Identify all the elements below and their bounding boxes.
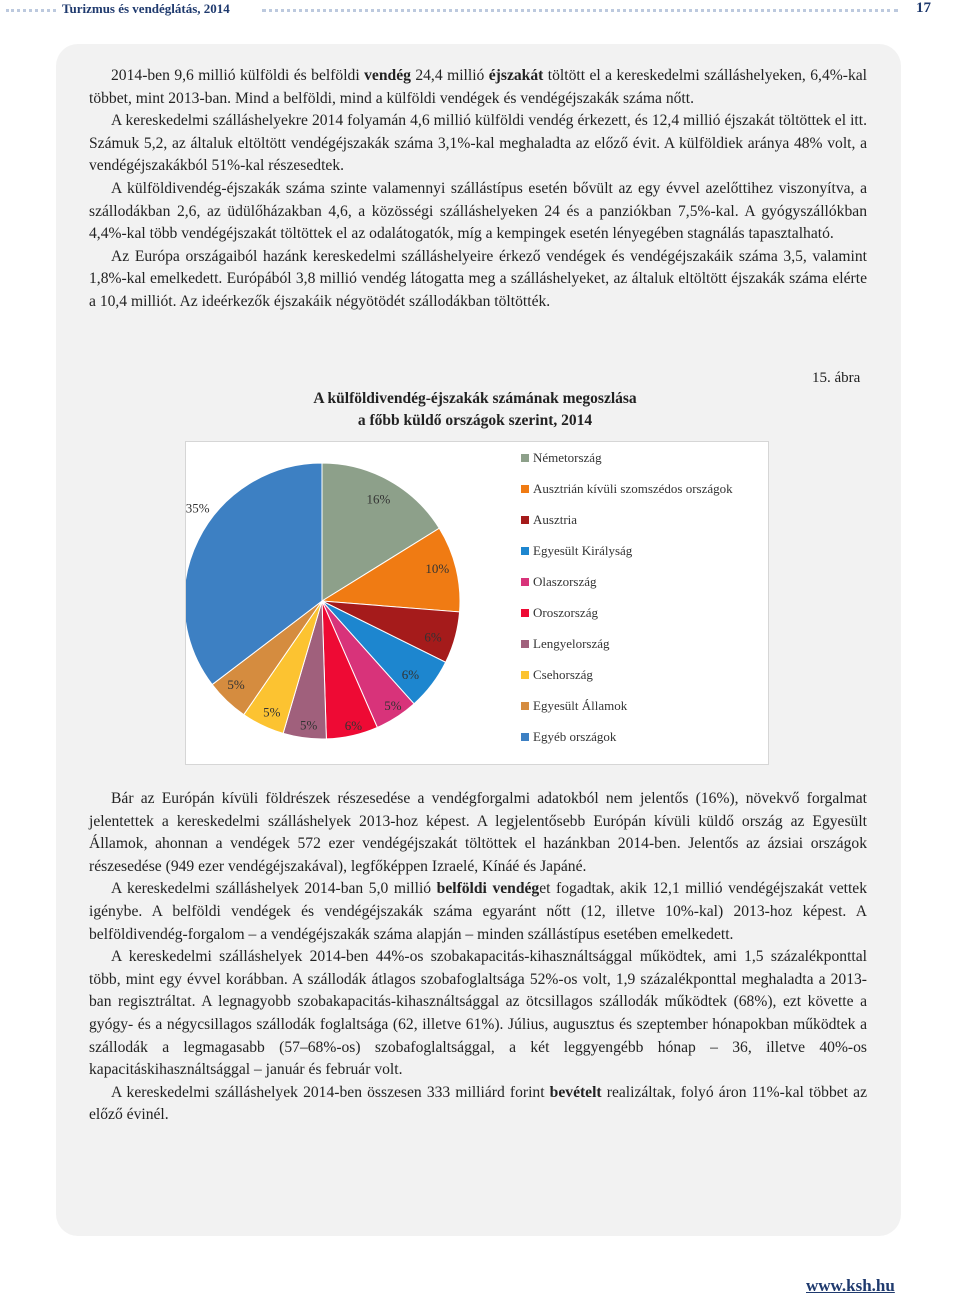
pie-chart-frame	[185, 441, 769, 765]
paragraph	[89, 246, 867, 314]
legend-label: Egyesült Államok	[533, 698, 628, 713]
legend-label: Olaszország	[533, 574, 597, 589]
legend-swatch	[521, 547, 529, 555]
text-run: A külföldivendég-éjszakák száma szinte valamennyi szállástípus esetén bővült az egy évvel azelőttihez viszonyítva, a szállodákban 2,6, az üdülőházakban 4,6, a közösségi szálláshelyeken 24 és a panziókban 7,5%-kal. A gyógyszállókban 4,4%-kal több vendégéjszakát töltöttek el az odalátogatók, míg a kempingek esetén lényegében stagnálás tapasztalható.	[89, 179, 867, 243]
text-run: et fogadtak, akik 12,1 millió vendégéjszakát vettek igénybe. A belföldi vendégek és vendégéjszakák száma egyaránt nőtt (12, illetve 10%-kal) 2013-hoz képest. A belföldivendég-forgalom – a vendégéjszakák száma alapján – minden szállástípus esetében emelkedett.	[89, 880, 868, 943]
body-text-top	[89, 65, 867, 314]
text-run: töltött el a kereskedelmi szálláshelyeken, 6,4%-kal többet, mint 2013-ban. Mind a belföldi, mind a külföldi vendégek és vendégéjszakák száma nőtt.	[89, 67, 867, 107]
legend-swatch	[521, 609, 529, 617]
paragraph	[89, 788, 867, 878]
pie-slice-label: 35%	[186, 500, 210, 516]
body-text-bottom	[89, 788, 867, 1127]
bold-term: éjszakát	[488, 67, 544, 84]
paragraph	[89, 946, 867, 1082]
legend-swatch	[521, 702, 529, 710]
pie-slice-label: 6%	[401, 666, 420, 682]
legend-label: Ausztrián kívüli szomszédos országok	[533, 481, 733, 496]
legend-swatch	[521, 733, 529, 741]
pie-slice-label: 16%	[366, 491, 391, 507]
legend-swatch	[521, 578, 529, 586]
paragraph	[89, 878, 867, 946]
text-run: A kereskedelmi szálláshelyekre 2014 folyamán 4,6 millió külföldi vendég érkezett, és 12,4 millió éjszakát töltöttek el itt. Számuk 5,2, az általuk eltöltött vendégéjszakák száma 3,1%-kal meghaladta az előző évit. A külföldiek aránya 48% volt, a vendégéjszakákból 51%-kal részesedtek.	[89, 112, 867, 175]
figure-label: 15. ábra	[812, 370, 861, 386]
pie-slice-label: 5%	[227, 676, 245, 692]
text-run: Bár az Európán kívüli földrészek részesedése a vendégforgalmi adatokból nem jelentős (16%), növekvő forgalmat jelentettek a kereskedelmi szálláshelyek 2013-hoz képest. A legjelentősebb Európán kívüli küldő ország az Egyesült Államok, ahonnan a vendégek 572 ezer vendégéjszakát töltöttek el hazánkban 2014-ben. Jelentős az ázsiai országok részesedése (949 ezer vendégéjszakával), legfőképpen Izraelé, Kínáé és Japáné.	[89, 790, 867, 875]
legend-swatch	[521, 454, 529, 462]
page-number: 17	[916, 0, 931, 16]
text-run: 2014-ben 9,6 millió külföldi és belföldi	[111, 67, 365, 84]
page-header	[0, 0, 960, 22]
ksh-website-link[interactable]: www.ksh.hu	[806, 1276, 895, 1295]
legend-label: Egyéb országok	[533, 729, 617, 744]
text-run: realizáltak, folyó áron 11%-kal többet az előző évinél.	[89, 1083, 867, 1124]
paragraph	[89, 110, 867, 178]
legend-label: Egyesült Királyság	[533, 543, 633, 558]
legend-label: Oroszország	[533, 605, 598, 620]
bold-term: bevételt	[549, 1083, 602, 1101]
text-run: A kereskedelmi szálláshelyek 2014-ben összesen 333 milliárd forint	[111, 1083, 550, 1101]
legend-swatch	[521, 671, 529, 679]
paragraph	[89, 1082, 867, 1127]
chart-title-line1: A külföldivendég-éjszakák számának megoszlása	[313, 390, 637, 407]
legend-swatch	[521, 485, 529, 493]
text-run: Az Európa országaiból hazánk kereskedelmi szálláshelyeire érkező vendégek és vendégéjszakáik száma 3,5, valamint 1,8%-kal emelkedett. Európából 3,8 millió vendég látogatta meg a szálláshelyeket, az általuk eltöltött éjszakák száma elérte a 10,4 milliót. Az ideérkezők éjszakáik négyötödét szállodákban töltötték.	[89, 247, 867, 310]
pie-slice-label: 5%	[299, 717, 318, 733]
legend-label: Csehország	[533, 667, 593, 682]
legend-swatch	[521, 516, 529, 524]
pie-slice-label: 6%	[424, 629, 442, 645]
pie-slice-label: 6%	[344, 718, 363, 734]
pie-slice-label: 10%	[425, 561, 450, 577]
text-run: A kereskedelmi szálláshelyek 2014-ben 44%-os szobakapacitás-kihasználtsággal működtek, ami 1,5 százalékponttal több, mint egy évvel korábban. A szállodák átlagos szobafoglaltsága 52%-os volt, 1,9 százalékponttal meghaladta a 2013-ban regisztráltat. A legnagyobb szobakapacitás-kihasználtsággal az ötcsillagos szállodák működtek (68%), ezt követte a gyógy- és a négycsillagos szállodák foglaltsága (62, illetve 61%). Július, augusztus és szeptember hónapokban működtek a szállodák a legmagasabb (57–68%-os) szobafoglaltsággal, a két leggyengébb hónap – 36, illetve 40%-os kapacitáskihasználtsággal – január és február volt.	[89, 948, 867, 1079]
header-dots-right	[262, 9, 898, 12]
legend-swatch	[521, 640, 529, 648]
text-run: 24,4 millió	[410, 67, 489, 84]
pie-slice-label: 5%	[384, 698, 402, 714]
pie-slice-label: 5%	[263, 704, 281, 720]
paragraph	[89, 65, 867, 110]
bold-term: vendég	[364, 67, 411, 84]
legend-label: Ausztria	[533, 512, 578, 527]
chart-title-line2: a főbb küldő országok szerint, 2014	[357, 412, 593, 429]
bold-term: belföldi vendég	[436, 880, 540, 898]
chart-title	[260, 388, 690, 432]
legend-label: Németország	[533, 450, 602, 465]
legend-label: Lengyelország	[533, 636, 610, 651]
paragraph	[89, 178, 867, 246]
text-run: A kereskedelmi szálláshelyek 2014-ban 5,0 millió	[111, 880, 437, 898]
publication-title: Turizmus és vendéglátás, 2014	[62, 1, 230, 16]
header-dots-left	[6, 9, 56, 12]
